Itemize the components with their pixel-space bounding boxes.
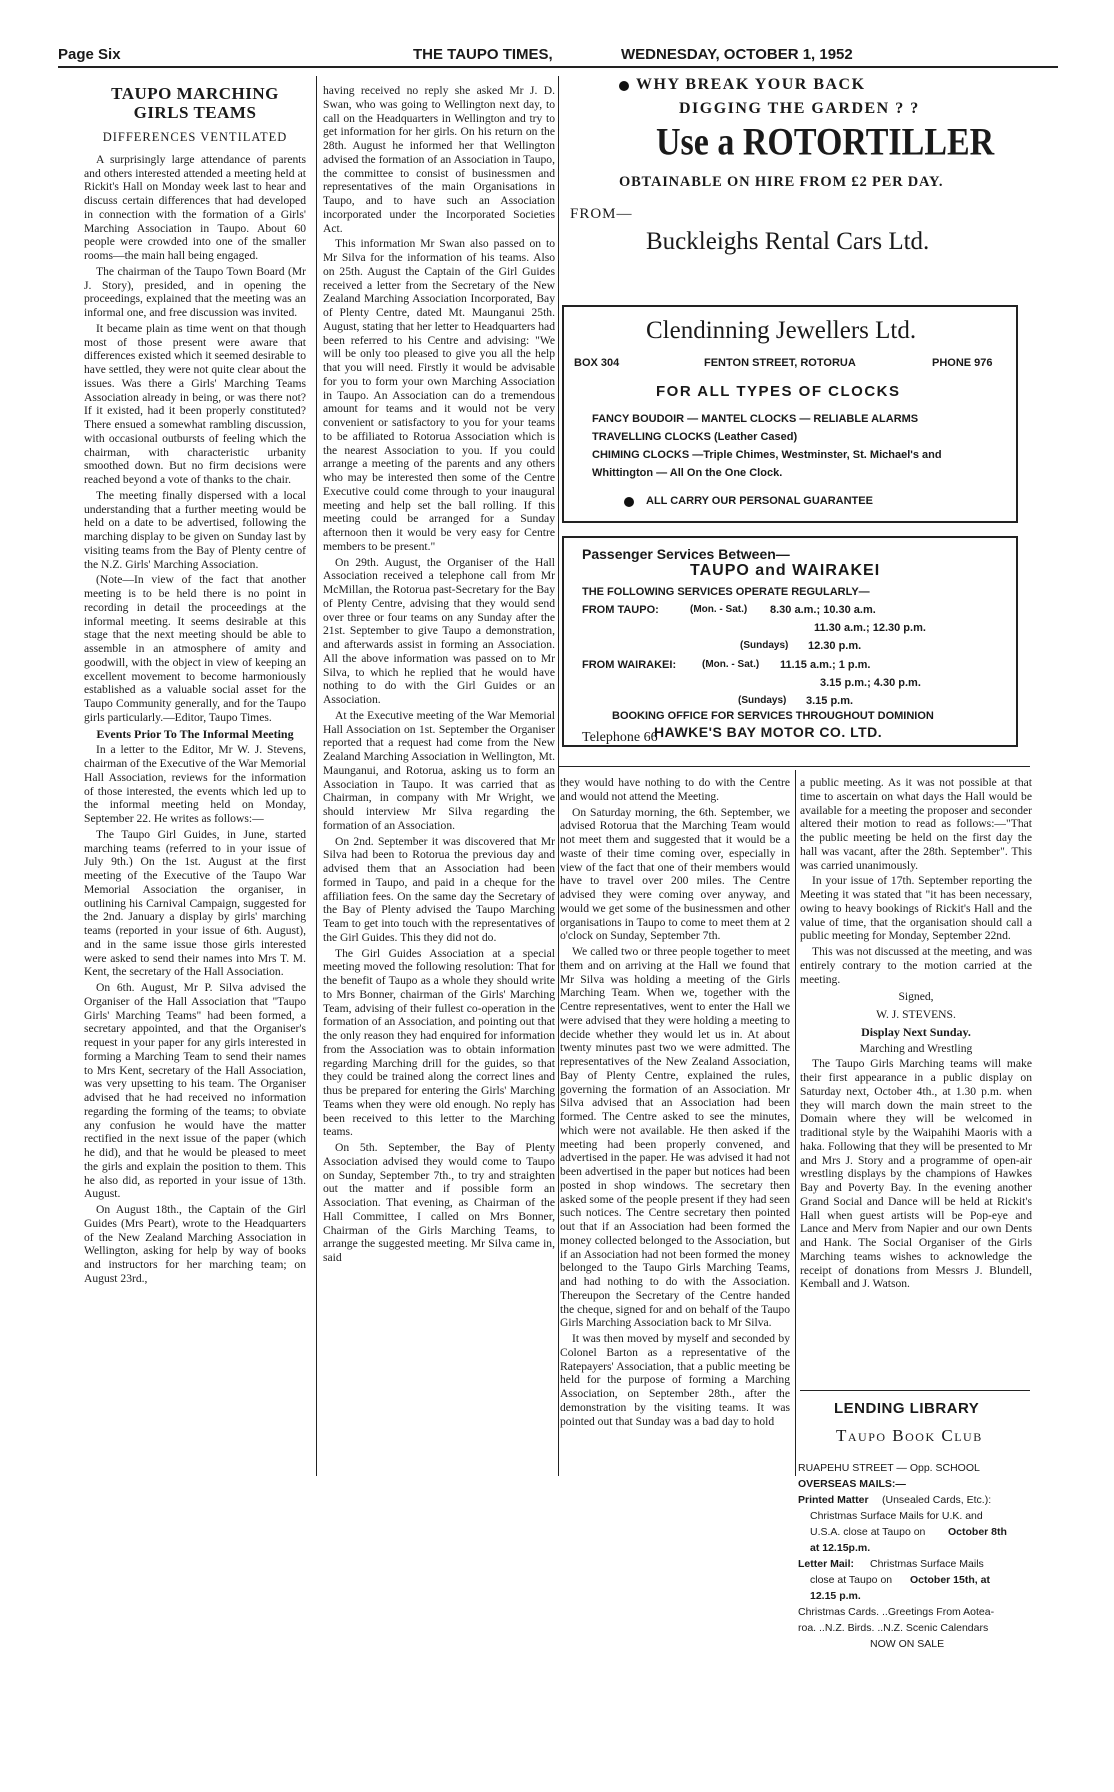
issue-date: WEDNESDAY, OCTOBER 1, 1952: [621, 46, 853, 63]
mail-date: October 15th, at: [910, 1574, 990, 1586]
ad-line: FANCY BOUDOIR — MANTEL CLOCKS — RELIABLE ALARMS: [592, 413, 919, 425]
mail-detail: close at Taupo on: [810, 1574, 893, 1586]
timetable-days: (Sundays): [740, 640, 789, 651]
column-divider: [558, 76, 559, 1476]
article-column-4: [800, 776, 1032, 1368]
paragraph: A surprisingly large attendance of parents and others interested attended a meeting held at Rickit's Hall on Monday week last to hear and discuss certain differences that had developed in connection with the formation of a Girls' Marching Association in Taupo. About 60 people were crowded into one of the smaller rooms—the main hall being engaged.: [84, 152, 306, 262]
article-column-3: [560, 776, 790, 1476]
timetable-days: (Mon. - Sat.): [702, 659, 760, 670]
on-sale-label: NOW ON SALE: [870, 1638, 945, 1650]
bullet-icon: [624, 497, 634, 507]
printed-matter-label: Printed Matter: [798, 1494, 869, 1506]
paragraph: This information Mr Swan also passed on to Mr Silva for the information of his teams. Also on 25th. August the Captain of the Girl Guides received a letter from the Secretary of the New Zealand Marching Association Incorporated, Bay of Plenty Centre, dated Mt. Maunganui 25th. August, stating that her letter to Headquarters had been referred to his Centre and advising: "We will be only too pleased to give you all the help that you will need. Firstly it would be advisable for you to form your own Marching Association in Taupo. An Association can do a tremendous amount for teams and it would not be very convenient or satisfactory to you for your teams to be affiliated to Rotorua Association which is the nearest Association to you. If you could arrange a meeting of the parents and any others who may be interested then some of the Centre Executive could come through to your inaugural meeting and help set the ball rolling. If this meeting could be arranged for a Sunday afternoon then it would be very easy for Centre members to be present.": [323, 237, 555, 553]
ad-line: Whittington — All On the One Clock.: [592, 467, 783, 479]
overseas-mails-label: OVERSEAS MAILS:—: [798, 1478, 906, 1490]
signer-name: W. J. STEVENS.: [876, 1008, 956, 1021]
ad-company: Clendinning Jewellers Ltd.: [646, 317, 917, 344]
paragraph: On 6th. August, Mr P. Silva advised the Organiser of the Hall Association that "Taupo Girls' Marching Teams" had been formed, a secretary appointed, and that the Organiser's request in your paper for any girls interested in forming a Marching Team to send their names to Mrs Kent, secretary of the Hall Association, was very upsetting to his team. The Organiser advised that he had received no information regarding the forming of the teams; to obviate any confusion he would have the matter rectified in the next issue of the paper (which he did), and that he would be pleased to meet the girls and explain the position to them. This he also did, as reported in your issue of 13th. August.: [84, 981, 306, 1201]
paragraph: On 29th. August, the Organiser of the Hall Association received a telephone call from Mr McMillan, the Rotorua past-Secretary for the Bay of Plenty Centre, advising that they would send over three or four teams on any Sunday after the 21st. September to give Taupo a demonstration, and afterwards assist in forming an Association. All the above information was passed on to Mr Silva, to which he replied that he would have nothing to do with the Girl Guides or an Association.: [323, 555, 555, 706]
ad-line: FOR ALL TYPES OF CLOCKS: [656, 383, 901, 400]
timetable-days: (Mon. - Sat.): [690, 604, 748, 615]
letter-mail-label: Letter Mail:: [798, 1558, 855, 1570]
cards-line: roa. ..N.Z. Birds. ..N.Z. Scenic Calendars: [798, 1622, 989, 1634]
library-details: [798, 1460, 1034, 1660]
rotortiller-ad: [564, 70, 1032, 282]
library-address: RUAPEHU STREET — Opp. SCHOOL: [798, 1462, 980, 1474]
library-club: [798, 1420, 1034, 1460]
ad-guarantee: ALL CARRY OUR PERSONAL GUARANTEE: [646, 495, 873, 507]
paragraph: they would have nothing to do with the Centre and would not attend the Meeting.: [560, 776, 790, 803]
signed-label: Signed,: [898, 990, 934, 1004]
ad-line: DIGGING THE GARDEN ? ?: [679, 100, 920, 117]
paragraph: It was then moved by myself and seconded by Colonel Barton as a representative of the Ratepayers' Association, that a public meeting be held for the purpose of forming a Marching Association, on September 28th., after the demonstration by the visiting teams. It was pointed out that Sunday was a bad day to hold: [560, 1332, 790, 1428]
ad-line: OBTAINABLE ON HIRE FROM £2 PER DAY.: [619, 174, 944, 190]
paragraph: On Saturday morning, the 6th. September, we advised Rotorua that the Marching Team would not meet them and suggested that it would be a waste of their time coming over, especially in view of the fact that one of their members would have to travel over 200 miles. The Centre advised they were coming over anyway, and would we get some of the businessmen and other organisations in Taupo to come to meet them at 2 o'clock on Sunday, September 7th.: [560, 805, 790, 943]
paragraph: This was not discussed at the meeting, and was entirely contrary to the motion carried at the meeting.: [800, 945, 1032, 986]
ad-booking: BOOKING OFFICE FOR SERVICES THROUGHOUT DOMINION: [612, 710, 934, 722]
newspaper-name: THE TAUPO TIMES,: [413, 46, 553, 63]
paragraph: The Taupo Girls Marching teams will make their first appearance in a public display on Saturday next, October 4th., at 1.30 p.m. when they will march down the main street to the Domain where they will be welcomed in traditional style by the Waipahihi Maoris with a haka. Following that they will be presented to Mr and Mrs J. Story and a programme of open-air wrestling displays by the champions of Hawkes Bay and Poverty Bay. In the evening another Grand Social and Dance will be held at Rickit's Hall when guest artists will be Pop-eye and Lance and Merv from Napier and our own Dents and Hank. The Social Organiser of the Girls Marching teams wishes to acknowledge the receipt of donations from Messrs J. Blundell, Kemball and J. Watson.: [800, 1057, 1032, 1291]
ad-line: FROM—: [570, 206, 633, 222]
section-rule: [800, 1390, 1030, 1391]
page-header: [58, 42, 1058, 66]
article-column-1: [84, 84, 306, 1476]
paragraph: In your issue of 17th. September reporting the Meeting it was stated that "it has been necessary, owing to heavy bookings of Rickit's Hall and the value of time, that the organisation should call a public meeting for Monday, September 22nd.: [800, 874, 1032, 943]
paragraph: It became plain as time went on that though most of those present were aware that differences existed which it seemed desirable to have settled, they were not quite clear about the issues. Was there a Girls' Marching Teams Association already in being, or was there not? If it existed, had it been properly constituted? There ensued a somewhat rambling discussion, with occasional outbursts of feeling which the chairman, with characteristic urbanity smoothed down. But no firm decisions were reached beyond a vote of thanks to the chair.: [84, 321, 306, 486]
paragraph: having received no reply she asked Mr J. D. Swan, who was going to Wellington next day, to call on the Headquarters in Wellington and try to get information for her girls. On his return on the 28th. August he informed her that Wellington advised the formation of an Association in Taupo, the committee to consist of businessmen and representatives of the main Organisations in Taupo, and to have such an Association incorporated under the Incorporated Societies Act.: [323, 84, 555, 235]
mail-detail: Christmas Surface Mails: [870, 1558, 984, 1570]
timetable-label: FROM WAIRAKEI:: [582, 659, 677, 671]
ad-line: WHY BREAK YOUR BACK: [636, 76, 866, 93]
paragraph: a public meeting. As it was not possible at that time to ascertain on what days the Hall would be available for a meeting the proposer and seconder altered their motion to read as follows:—"That the public meeting be held on the first day the hall was vacant, after the 28th. September". This was carried unanimously.: [800, 776, 1032, 872]
paragraph: At the Executive meeting of the War Memorial Hall Association on 1st. September the Organiser reported that a request had come from the New Zealand Marching Association in Wellington, Mt. Maunganui, and Rotorua, asking us to form an Association in Taupo. It was carried that as Chairman, in company with Mr Wright, we should interview Mr Silva regarding the formation of an Association.: [323, 708, 555, 832]
ad-line: THE FOLLOWING SERVICES OPERATE REGULARLY—: [582, 586, 870, 598]
paragraph: On 2nd. September it was discovered that Mr Silva had been to Rotorua the previous day and advised them that an Association had been formed in Taupo, and paid in a cheque for the affiliation fees. On the same day the Secretary of the Bay of Plenty advised the Taupo Marching Team to get into touch with the representatives of the Girl Guides. This they did not do.: [323, 834, 555, 944]
paragraph: The Girl Guides Association at a special meeting moved the following resolution: That for the benefit of Taupo as a whole they should write to Mrs Bonner, chairman of the Girls' Marching Team, advising of their fullest co-operation in the formation of an Association, and pointing out that the only reason they had enquired for information from the Association was to obtain information regarding Marching drill for the guides, so that they could be trained along the correct lines and thus be prepared for entering the Girls' Marching Teams when they were old enough. No reply has been received to this letter to the Marching teams.: [323, 946, 555, 1139]
jewellers-ad: [562, 305, 1018, 523]
article-title: TAUPO MARCHING GIRLS TEAMS: [111, 84, 279, 122]
article-column-2: [323, 84, 555, 1476]
mail-date: October 8th: [948, 1526, 1007, 1538]
section-heading: Events Prior To The Informal Meeting: [96, 726, 294, 741]
ad-company: Buckleighs Rental Cars Ltd.: [646, 228, 930, 255]
header-rule: [58, 66, 1058, 68]
ad-line: Passenger Services Between—: [582, 546, 790, 562]
paragraph: The meeting finally dispersed with a local understanding that a further meeting would be held on a date to be advertised, following the marching display to be given on Sunday last by visiting teams from the Bay of Plenty centre of the N.Z. Girls' Marching Association.: [84, 488, 306, 571]
timetable-days: (Sundays): [738, 695, 787, 706]
section-rule: [558, 766, 1030, 767]
timetable-times: 3.15 p.m.; 4.30 p.m.: [820, 677, 921, 689]
section-subheading: Marching and Wrestling: [859, 1041, 973, 1055]
mail-detail: U.S.A. close at Taupo on: [810, 1526, 926, 1538]
ad-company: HAWKE'S BAY MOTOR CO. LTD.: [654, 724, 883, 740]
article-subtitle: DIFFERENCES VENTILATED: [102, 130, 288, 144]
column-divider: [795, 770, 796, 1476]
club-name: Taupo Book Club: [836, 1426, 983, 1445]
ad-phone: PHONE 976: [932, 357, 993, 369]
timetable-times: 11.15 a.m.; 1 p.m.: [780, 659, 871, 671]
timetable-times: 12.30 p.m.: [808, 640, 862, 652]
cards-line: Christmas Cards. ..Greetings From Aotea-: [798, 1606, 995, 1618]
timetable-times: 3.15 p.m.: [806, 695, 854, 707]
mail-time: at 12.15p.m.: [810, 1542, 871, 1554]
paragraph: We called two or three people together to meet them and on arriving at the Hall we found that Mr Silva was holding a meeting of the Girls Marching Team. When we, together with the Centre representatives, went to enter the Hall we were advised that they were holding a meeting to decide whether they would let us in. At about twenty minutes past two we were admitted. The representatives of the New Zealand Association, Bay of Plenty Centre, explained the rules, governing the formation of an Association. Mr Silva advised that an Association had been formed. The Centre asked to see the minutes, which were not available. He then asked if the meeting had been properly convened, and advertised in the paper. He was advised it had not been advertised in the paper but notices had been posted in shop windows. The secretary then asked some of the people present if they had seen such notices. The Centre secretary then pointed out that if an Association had been formed the money collected belonged to the Association, but if an Association had not been formed the money belonged to the Taupo Girls Marching Teams, and had nothing to do with the Association. Thereupon the Secretary of the Centre handed the cheque, signed for and on behalf of the Taupo Girls Marching Association back to Mr Silva.: [560, 945, 790, 1330]
bullet-icon: [619, 81, 629, 91]
ad-route: TAUPO and WAIRAKEI: [690, 562, 881, 579]
mail-detail: Christmas Surface Mails for U.K. and: [810, 1510, 983, 1522]
bus-services-ad: [562, 536, 1018, 747]
printed-matter-note: (Unsealed Cards, Etc.):: [882, 1494, 992, 1506]
ad-headline: Use a ROTORTILLER: [656, 121, 995, 164]
timetable-times: 8.30 a.m.; 10.30 a.m.: [770, 604, 876, 616]
ad-box: BOX 304: [574, 357, 620, 369]
ad-line: CHIMING CLOCKS —Triple Chimes, Westminster, St. Michael's and: [592, 449, 942, 461]
ad-phone: Telephone 66: [582, 730, 658, 745]
paragraph: The chairman of the Taupo Town Board (Mr J. Story), presided, and in opening the proceedings, explained that the meeting was an informal one, and free discussion was invited.: [84, 264, 306, 319]
ad-address: FENTON STREET, ROTORUA: [704, 357, 856, 369]
paragraph: (Note—In view of the fact that another meeting is to be held there is no point in recording in detail the proceedings at the informal meeting. It seems desirable at this stage that the next meeting should be able to assemble in an atmosphere of amity and goodwill, with the object in view of keeping an excellent movement to become harmoniously established as a valuable social asset for the Taupo Community generally, and for the Taupo girls particularly.—Editor, Taupo Times.: [84, 573, 306, 724]
page-number: Page Six: [58, 46, 121, 63]
paragraph: In a letter to the Editor, Mr W. J. Stevens, chairman of the Executive of the War Memorial Hall Association, reviews for the information of those interested, the events which led up to the informal meeting held on Monday, September 22. He writes as follows:—: [84, 743, 306, 825]
timetable-label: FROM TAUPO:: [582, 604, 659, 616]
ad-line: TRAVELLING CLOCKS (Leather Cased): [592, 431, 798, 443]
mail-time: 12.15 p.m.: [810, 1590, 861, 1602]
paragraph: The Taupo Girl Guides, in June, started marching teams (referred to in your issue of July 9th.) On the 1st. August at the first meeting of the Executive of the Taupo War Memorial Association the organiser, in outlining his Carnival Campaign, suggested for the 2nd. January a display by girls' marching teams (reported in your issue of 6th. August), and in the same issue those girls interested were asked to send their names into Mrs T. M. Kent, the secretary of the Hall Association.: [84, 827, 306, 979]
ad-title: LENDING LIBRARY: [834, 1400, 980, 1417]
paragraph: On August 18th., the Captain of the Girl Guides (Mrs Peart), wrote to the Headquarters of the New Zealand Marching Association in Wellington, asking for help by way of books and instructors for her marching team; on August 23rd.,: [84, 1203, 306, 1285]
timetable-times: 11.30 a.m.; 12.30 p.m.: [814, 622, 926, 634]
paragraph: On 5th. September, the Bay of Plenty Association advised they would come to Taupo on Sunday, September 7th., to try and straighten out the matter and if possible form an Association. That evening, as Chairman of the Hall Committee, I called on Mrs Bonner, Chairman of the Girls Marching Teams, to arrange the suggested meeting. Mr Silva came in, said: [323, 1141, 555, 1264]
column-divider: [316, 76, 317, 1476]
section-heading: Display Next Sunday.: [861, 1024, 971, 1039]
